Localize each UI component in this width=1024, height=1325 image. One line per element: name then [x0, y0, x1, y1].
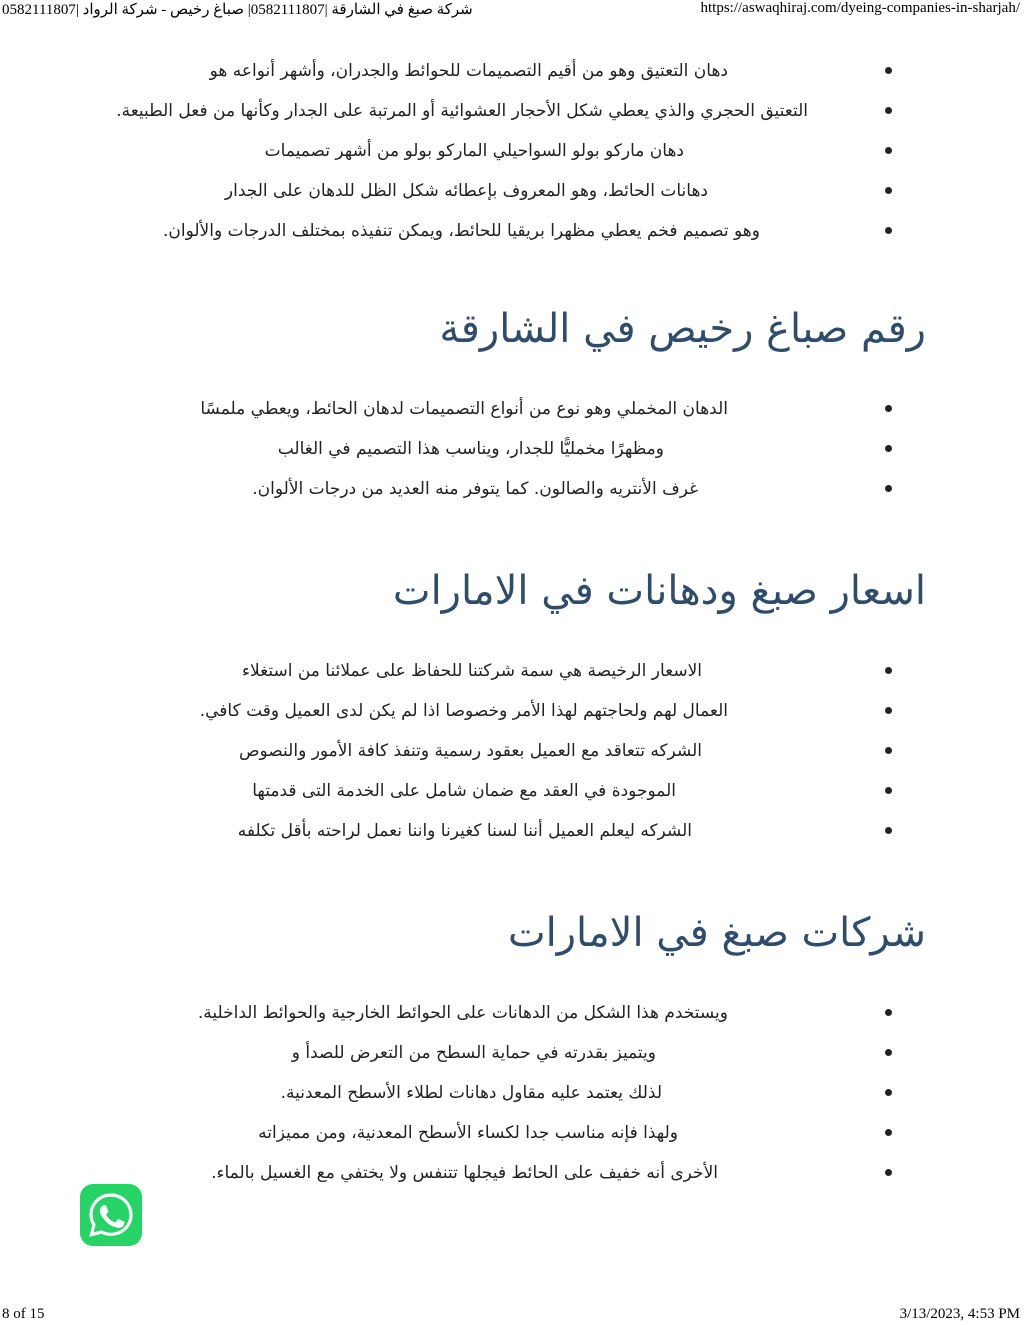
list-item — [0, 218, 1024, 258]
print-timestamp: 3/13/2023, 4:53 PM — [899, 1306, 1020, 1322]
bullet-dot — [885, 747, 892, 754]
list-item — [0, 1040, 1024, 1080]
list-item-text: دهان ماركو بولو السواحيلي الماركو بولو من أشهر تصميمات — [264, 141, 684, 161]
bullet-dot — [885, 485, 892, 492]
list-item — [0, 98, 1024, 138]
bullet-dot — [885, 1049, 892, 1056]
list-item-text: الشركه ليعلم العميل أننا لسنا كغيرنا واننا نعمل لراحته بأقل تكلفه — [237, 821, 692, 841]
bullet-dot — [885, 827, 892, 834]
list-item — [0, 476, 1024, 516]
list-item-text: دهانات الحائط، وهو المعروف بإعطائه شكل الظل للدهان على الجدار — [224, 181, 708, 201]
list-item-text: ولهذا فإنه مناسب جدا لكساء الأسطح المعدنية، ومن مميزاته — [258, 1123, 678, 1143]
whatsapp-icon — [87, 1191, 135, 1239]
list-item-text: ومظهرًا مخمليًّا للجدار، ويناسب هذا التصميم في الغالب — [277, 439, 664, 459]
list-item — [0, 738, 1024, 778]
bullet-dot — [885, 107, 892, 114]
bullet-dot — [885, 67, 892, 74]
bullet-dot — [885, 707, 892, 714]
list-item-text: الدهان المخملي وهو نوع من أنواع التصميمات لدهان الحائط، ويعطي ملمسًا — [200, 399, 728, 419]
list-item-text: ويتميز بقدرته في حماية السطح من التعرض للصدأ و — [291, 1043, 656, 1063]
whatsapp-button[interactable] — [80, 1184, 142, 1246]
list-item-text: الشركه تتعاقد مع العميل بعقود رسمية وتنفذ كافة الأمور والنصوص — [238, 741, 702, 761]
bullet-dot — [885, 445, 892, 452]
list-item — [0, 138, 1024, 178]
list-item — [0, 1080, 1024, 1120]
list-item-text: غرف الأنتريه والصالون. كما يتوفر منه العديد من درجات الألوان. — [252, 479, 698, 499]
list-item-text: ويستخدم هذا الشكل من الدهانات على الحوائط الخارجية والحوائط الداخلية. — [197, 1003, 728, 1023]
list-item — [0, 1160, 1024, 1200]
list-item — [0, 818, 1024, 858]
bullet-dot — [885, 405, 892, 412]
list-item-text: الأخرى أنه خفيف على الحائط فيجلها تتنفس ولا يختفي مع الغسيل بالماء. — [211, 1163, 718, 1183]
bullet-dot — [885, 667, 892, 674]
list-item — [0, 658, 1024, 698]
list-item — [0, 1000, 1024, 1040]
bullet-dot — [885, 787, 892, 794]
bullet-list-3 — [0, 658, 1024, 858]
bullet-dot — [885, 187, 892, 194]
list-item-text: لذلك يعتمد عليه مقاول دهانات لطلاء الأسطح المعدنية. — [280, 1083, 662, 1103]
section-heading-text: شركات صبغ في الامارات — [507, 910, 926, 956]
section-heading — [0, 306, 1024, 366]
bullet-list-4 — [0, 1000, 1024, 1200]
list-item-text: الاسعار الرخيصة هي سمة شركتنا للحفاظ على عملائنا من استغلاء — [241, 661, 702, 681]
bullet-dot — [885, 1009, 892, 1016]
article-content — [0, 58, 1024, 1200]
bullet-dot — [885, 1129, 892, 1136]
section-heading-text: اسعار صبغ ودهانات في الامارات — [392, 568, 926, 614]
bullet-dot — [885, 1089, 892, 1096]
print-page-title: شركة صبغ في الشارقة |0582111807| صباغ رخيص - شركة الرواد |0582111807 — [2, 2, 473, 18]
section-heading-text: رقم صباغ رخيص في الشارقة — [439, 306, 926, 352]
bullet-dot — [885, 147, 892, 154]
list-item-text: دهان التعتيق وهو من أقيم التصميمات للحوائط والجدران، وأشهر أنواعه هو — [209, 61, 728, 81]
list-item-text: التعتيق الحجري والذي يعطي شكل الأحجار العشوائية أو المرتبة على الجدار وكأنها من فعل الطبيعة. — [116, 101, 808, 121]
list-item-text: الموجودة في العقد مع ضمان شامل على الخدمة التى قدمتها — [252, 781, 676, 801]
list-item — [0, 778, 1024, 818]
list-item — [0, 698, 1024, 738]
bullet-list-2 — [0, 396, 1024, 516]
list-item — [0, 1120, 1024, 1160]
bullet-list-1 — [0, 58, 1024, 258]
section-heading — [0, 910, 1024, 970]
page-counter: 8 of 15 — [2, 1306, 45, 1322]
print-header — [0, 0, 1024, 20]
list-item-text: العمال لهم ولحاجتهم لهذا الأمر وخصوصا اذا لم يكن لدى العميل وقت كافي. — [199, 701, 728, 721]
list-item — [0, 178, 1024, 218]
section-heading — [0, 568, 1024, 628]
list-item-text: وهو تصميم فخم يعطي مظهرا بريقيا للحائط، ويمكن تنفيذه بمختلف الدرجات والألوان. — [162, 221, 760, 241]
list-item — [0, 58, 1024, 98]
print-footer — [0, 1305, 1024, 1325]
print-page-url: https://aswaqhiraj.com/dyeing-companies-in-sharjah/ — [700, 0, 1020, 16]
list-item — [0, 396, 1024, 436]
list-item — [0, 436, 1024, 476]
bullet-dot — [885, 227, 892, 234]
bullet-dot — [885, 1169, 892, 1176]
